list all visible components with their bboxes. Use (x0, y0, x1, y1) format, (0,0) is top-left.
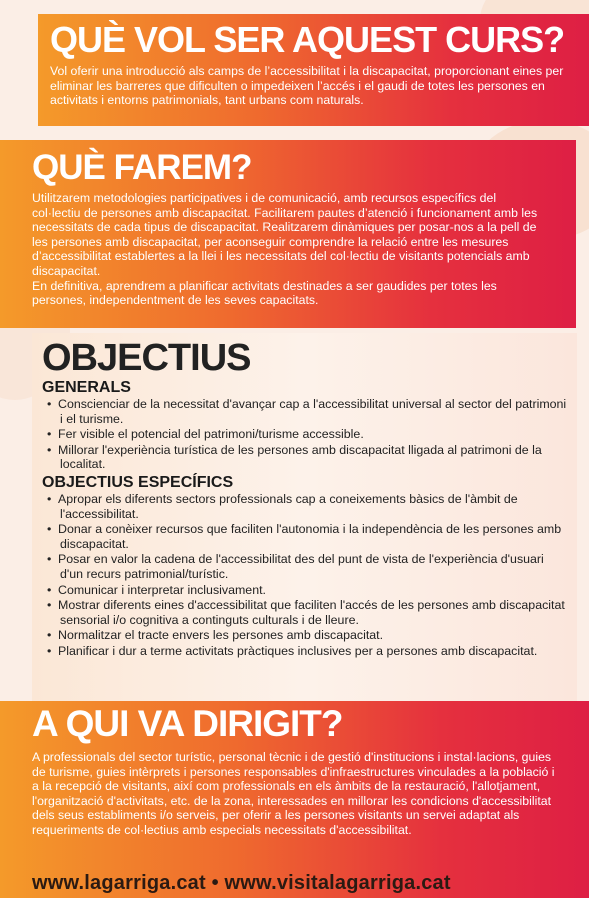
target-audience-title: A QUI VA DIRIGIT? (32, 703, 343, 744)
target-audience-text: A professionals del sector turístic, personal tècnic i de gestió d'institucions i instal·lacions, guies de turisme, guies intèrprets i persones responsables d'infraestructures vinculades a la població i a la recepció de visitants, així com professionals en els àmbits de la restauració, l'allotjament, l'organització d'activitats, etc. de la zona, interessades en millorar les condicions d'accessibilitat dels seus establiments i/o serveis, per oferir a les persones visitants un servei adaptat als requeriments de col·lectius amb especials necessitats d'accessibilitat. (32, 750, 555, 837)
bullet-icon: • (47, 628, 52, 643)
bullet-icon: • (47, 643, 52, 658)
what-we-do-paragraph: En definitiva, aprendrem a planificar activitats destinades a ser gaudides per totes les persones, independentment de les seves capacitats. (32, 278, 497, 308)
website-links[interactable]: www.lagarriga.cat • www.visitalagarriga.cat (32, 872, 451, 894)
bullet-icon: • (47, 582, 52, 597)
general-objectives-heading: GENERALS (42, 379, 131, 396)
list-item: • Posar en valor la cadena de l'accessibilitat des del punt de vista de l'experiència d'usuari d'un recurs patrimonial/turístic. (47, 552, 544, 581)
what-we-do-paragraph: Utilitzarem metodologies participatives i de comunicació, amb recursos específics del col·lectiu de persones amb discapacitat. Facilitarem pautes d’atenció i funcionament amb les necessitats de cada tipus de discapacitat. Realitzarem dinàmiques per posar-nos a la pell de les persones amb discapacitat, per aconseguir comprendre la relació entre les mesures d’accessibilitat establertes a la llei i les necessitats del col·lectiu de visitants potencials amb discapacitat. (32, 191, 538, 278)
bullet-icon: • (47, 522, 52, 537)
specific-objectives-heading: OBJECTIUS ESPECÍFICS (42, 473, 234, 491)
list-item: • Millorar l'experiència turística de les persones amb discapacitat lligada al patrimoni de la localitat. (47, 442, 542, 472)
list-item: • Conscienciar de la necessitat d'avançar cap a l'accessibilitat universal al sector del patrimoni i el turisme. (47, 397, 567, 426)
list-item: • Donar a conèixer recursos que faciliten l'autonomia i la independència de les persones amb discapacitat. (47, 522, 562, 551)
bullet-icon: • (47, 442, 52, 457)
objectives-panel (32, 333, 577, 701)
target-audience-panel (0, 701, 589, 898)
list-item: • Comunicar i interpretar inclusivament. (47, 582, 266, 597)
list-item: • Planificar i dur a terme activitats pràctiques inclusives per a persones amb discapacitat. (47, 643, 538, 658)
list-item: • Mostrar diferents eines d'accessibilitat que faciliten l'accés de les persones amb discapacitat sensorial i/o cognitiva a continguts culturals i de lleure. (47, 598, 565, 627)
bullet-icon: • (47, 598, 52, 613)
specific-objectives-list (42, 492, 569, 659)
list-item: • Fer visible el potencial del patrimoni/turisme accessible. (47, 427, 364, 442)
course-purpose-text: Vol oferir una introducció als camps de l’accessibilitat i la discapacitat, proporcionant eines per eliminar les barreres que dificulten o impedeixen l’accés i el gaudi de totes les persones en activitats i entorns patrimonials, tant urbans com naturals. (50, 64, 564, 107)
what-we-do-panel (0, 140, 576, 328)
objectives-title: OBJECTIUS (42, 337, 251, 379)
course-purpose-panel (38, 14, 589, 126)
bullet-icon: • (47, 552, 52, 567)
bullet-icon: • (47, 491, 52, 506)
list-item: • Normalitzar el tracte envers les persones amb discapacitat. (47, 628, 384, 643)
general-objectives-list (42, 397, 569, 472)
bullet-icon: • (47, 397, 52, 411)
list-item: • Apropar els diferents sectors professionals cap a coneixements bàsics de l'àmbit de l'accessibilitat. (47, 491, 518, 521)
what-we-do-title: QUÈ FAREM? (32, 148, 252, 187)
bullet-icon: • (47, 427, 52, 442)
course-purpose-title: QUÈ VOL SER AQUEST CURS? (50, 19, 565, 60)
